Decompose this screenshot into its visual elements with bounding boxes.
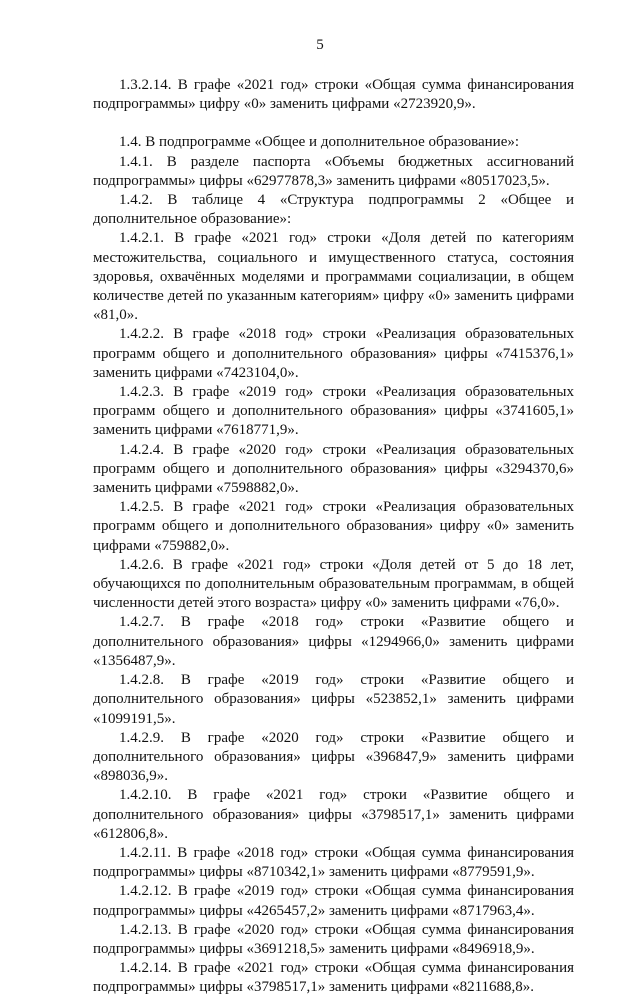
paragraph-1-4-2-13: 1.4.2.13. В графе «2020 год» строки «Общая сумма финансирования подпрограммы» цифры «3691218,5» заменить цифрами «8496918,9». [93,921,574,957]
paragraph-1-4-2-9: 1.4.2.9. В графе «2020 год» строки «Развитие общего и дополнительного образования» цифры «396847,9» заменить цифрами «898036,9». [93,729,574,785]
page-number: 5 [316,37,324,53]
paragraph-1-4: 1.4. В подпрограмме «Общее и дополнительное образование»: [119,134,520,151]
paragraph-1-4-2-10: 1.4.2.10. В графе «2021 год» строки «Развитие общего и дополнительного образования» цифры «3798517,1» заменить цифрами «612806,8». [93,787,574,842]
paragraph-1-4-2-8: 1.4.2.8. В графе «2019 год» строки «Развитие общего и дополнительного образования» цифры «523852,1» заменить цифрами «1099191,5». [93,672,574,727]
paragraph-1-4-2-14: 1.4.2.14. В графе «2021 год» строки «Общая сумма финансирования подпрограммы» цифры «3798517,1» заменить цифрами «8211688,8». [93,960,574,996]
paragraph-1-4-2-12: 1.4.2.12. В графе «2019 год» строки «Общая сумма финансирования подпрограммы» цифры «4265457,2» заменить цифрами «8717963,4». [93,883,574,919]
paragraph-1-4-2-2: 1.4.2.2. В графе «2018 год» строки «Реализация образовательных программ общего и дополнительного образования» цифры «7415376,1» заменить цифрами «7423104,0». [93,326,574,381]
paragraph-1-4-2-3: 1.4.2.3. В графе «2019 год» строки «Реализация образовательных программ общего и дополнительного образования» цифры «3741605,1» заменить цифрами «7618771,9». [93,384,574,439]
paragraph-1-4-2-7: 1.4.2.7. В графе «2018 год» строки «Развитие общего и дополнительного образования» цифры «1294966,0» заменить цифрами «1356487,9». [93,614,574,669]
paragraph-1-3-2-14: 1.3.2.14. В графе «2021 год» строки «Общая сумма финансирования подпрограммы» цифру «0» заменить цифрами «2723920,9». [93,77,574,113]
paragraph-1-4-1: 1.4.1. В разделе паспорта «Объемы бюджетных ассигнований подпрограммы» цифры «62977878,3» заменить цифрами «80517023,5». [93,153,574,189]
paragraph-1-4-2-5: 1.4.2.5. В графе «2021 год» строки «Реализация образовательных программ общего и дополнительного образования» цифру «0» заменить цифрами «759882,0». [93,499,574,554]
paragraph-1-4-2-6: 1.4.2.6. В графе «2021 год» строки «Доля детей от 5 до 18 лет, обучающихся по дополнительным образовательным программам, в общей численности детей этого возраста» цифру «0» заменить цифрами «76,0». [93,556,574,612]
paragraph-1-4-2-11: 1.4.2.11. В графе «2018 год» строки «Общая сумма финансирования подпрограммы» цифры «8710342,1» заменить цифрами «8779591,9». [93,844,574,881]
paragraph-1-4-2-4: 1.4.2.4. В графе «2020 год» строки «Реализация образовательных программ общего и дополнительного образования» цифры «3294370,6» заменить цифрами «7598882,0». [93,441,574,497]
document-body [93,76,574,998]
paragraph-1-4-2-1: 1.4.2.1. В графе «2021 год» строки «Доля детей по категориям местожительства, социального и имущественного статуса, состояния здоровья, охвачённых моделями и программами социализации, в общем количестве детей по указанным категориям» цифру «0» заменить цифрами «81,0». [93,230,574,324]
paragraph-1-4-2: 1.4.2. В таблице 4 «Структура подпрограммы 2 «Общее и дополнительное образование»: [93,192,574,228]
